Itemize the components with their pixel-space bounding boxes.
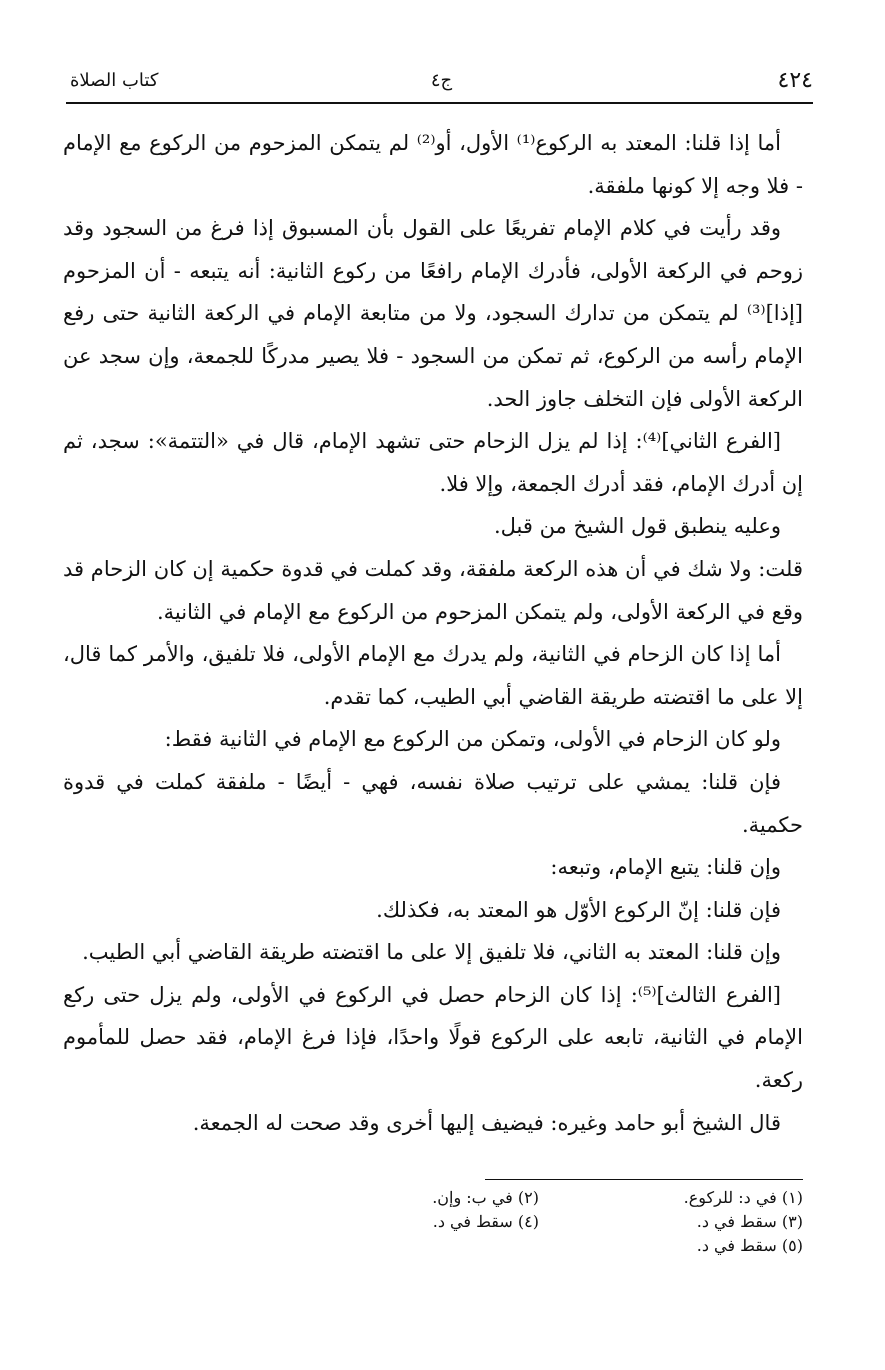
footnote-text: في د: للركوع. <box>683 1188 777 1207</box>
paragraph: أما إذا كان الزحام في الثانية، ولم يدرك مع الإمام الأولى، فلا تلفيق، والأمر كما قال، إلا على ما اقتضته طريقة القاضي أبي الطيب، كما تقدم. <box>63 642 803 709</box>
footnote-text: سقط في د. <box>696 1212 777 1231</box>
footnote-row <box>260 1186 803 1210</box>
footnote-5 <box>603 1234 803 1258</box>
paragraph: فإن قلنا: يمشي على ترتيب صلاة نفسه، فهي - أيضًا - ملفقة كملت في قدوة حكمية. <box>63 769 803 837</box>
paragraph: وقد رأيت في كلام الإمام تفريعًا على القول بأن المسبوق إذا فرغ من السجود وقد زوحم في الركعة الأولى، فأدرك الإمام رافعًا من ركوع الثانية: أنه يتبعه - أن المزحوم [إذا]⁽³⁾ لم يتمكن من تدارك السجود، ولا من متابعة الإمام في الركعة الثانية حتى رفع الإمام رأسه من الركوع، ثم تمكن من السجود - فلا يصير مدركًا للجمعة، وإن سجد عن الركعة الأولى فإن التخلف جاوز الحد. <box>63 216 803 411</box>
paragraph: فإن قلنا: إنّ الركوع الأوّل هو المعتد به، فكذلك. <box>376 897 781 922</box>
footnote-mark: (٢) <box>517 1188 539 1207</box>
footnote-row <box>260 1210 803 1234</box>
paragraph: أما إذا قلنا: المعتد به الركوع⁽¹⁾ الأول، أو⁽²⁾ لم يتمكن المزحوم من الركوع مع الإمام - فلا وجه إلا كونها ملفقة. <box>63 131 803 198</box>
footnote-mark: (١) <box>781 1188 803 1207</box>
paragraph: [الفرع الثاني]⁽⁴⁾: إذا لم يزل الزحام حتى تشهد الإمام، قال في «التتمة»: سجد، ثم إن أدرك الإمام، فقد أدرك الجمعة، وإلا فلا. <box>63 429 803 496</box>
paragraph: [الفرع الثالث]⁽⁵⁾: إذا كان الزحام حصل في الركوع في الأولى، ولم يزل حتى ركع الإمام في الثانية، تابعه على الركوع قولًا واحدًا، فإذا فرغ الإمام، فقد حصل للمأموم ركعة. <box>63 982 803 1093</box>
paragraph: وإن قلنا: يتبع الإمام، وتبعه: <box>550 855 781 880</box>
footnote-3 <box>603 1210 803 1234</box>
footnote-text: سقط في د. <box>432 1212 513 1231</box>
footnote-mark: (٥) <box>781 1236 803 1255</box>
main-text <box>63 122 803 1144</box>
paragraph: وإن قلنا: المعتد به الثاني، فلا تلفيق إلا على ما اقتضته طريقة القاضي أبي الطيب. <box>82 940 781 965</box>
footnote-1 <box>603 1186 803 1210</box>
book-title: كتاب الصلاة <box>70 70 159 91</box>
footnote-text: في ب: وإن. <box>432 1188 513 1207</box>
running-header <box>70 66 813 100</box>
footnote-mark: (٤) <box>517 1212 539 1231</box>
paragraph: ولو كان الزحام في الأولى، وتمكن من الركوع مع الإمام في الثانية فقط: <box>164 727 781 752</box>
footnote-row <box>260 1234 803 1258</box>
footnote-4 <box>339 1210 539 1234</box>
header-divider <box>66 102 813 104</box>
paragraph: وعليه ينطبق قول الشيخ من قبل. <box>493 514 781 539</box>
footnote-mark: (٣) <box>781 1212 803 1231</box>
footnote-text: سقط في د. <box>696 1236 777 1255</box>
footnote-2 <box>339 1186 539 1210</box>
footnotes <box>260 1186 803 1258</box>
page-number: ٤٢٤ <box>777 68 813 93</box>
paragraph: قال الشيخ أبو حامد وغيره: فيضيف إليها أخرى وقد صحت له الجمعة. <box>192 1110 781 1135</box>
volume-label: ج٤ <box>430 70 453 91</box>
footnote-divider <box>485 1179 803 1180</box>
paragraph: قلت: ولا شك في أن هذه الركعة ملفقة، وقد كملت في قدوة حكمية إن كان الزحام قد وقع في الركعة الأولى، ولم يتمكن المزحوم من الركوع مع الإمام في الثانية. <box>63 556 803 624</box>
